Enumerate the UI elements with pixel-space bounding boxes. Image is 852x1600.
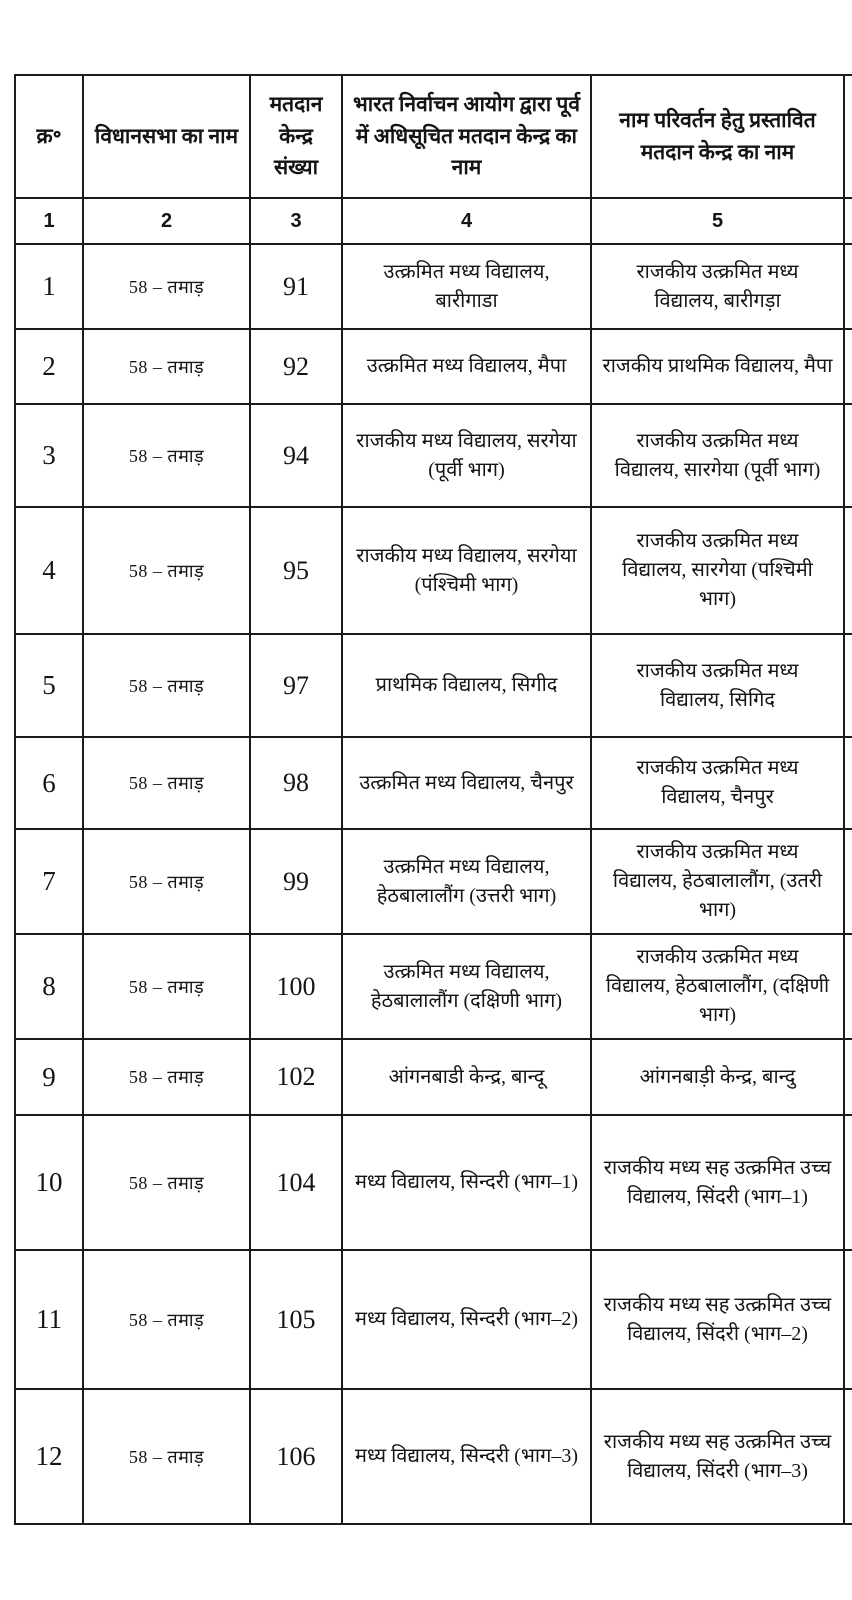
cell-assembly-name: 58 – तमाड़: [83, 507, 250, 634]
cell-cutoff: [844, 1389, 852, 1524]
cell-serial-number: 2: [15, 329, 83, 404]
cell-cutoff: [844, 1250, 852, 1389]
cell-assembly-name: 58 – तमाड़: [83, 934, 250, 1039]
table-row: [15, 634, 852, 737]
cell-cutoff: [844, 507, 852, 634]
cell-ps-number: 105: [250, 1250, 342, 1389]
cell-ps-number: 106: [250, 1389, 342, 1524]
cell-ps-number: 98: [250, 737, 342, 829]
cell-cutoff: [844, 244, 852, 329]
table-row: [15, 1115, 852, 1250]
cell-serial-number: 6: [15, 737, 83, 829]
column-number-cutoff: [844, 198, 852, 244]
column-number-row: [15, 198, 852, 244]
cell-notified-name: उत्क्रमित मध्य विद्यालय, बारीगाडा: [342, 244, 591, 329]
cell-assembly-name: 58 – तमाड़: [83, 1389, 250, 1524]
cell-proposed-name: राजकीय उत्क्रमित मध्य विद्यालय, सिगिद: [591, 634, 844, 737]
cell-cutoff: [844, 329, 852, 404]
polling-stations-table: [14, 74, 852, 1525]
cell-assembly-name: 58 – तमाड़: [83, 1039, 250, 1115]
cell-notified-name: मध्य विद्यालय, सिन्दरी (भाग–3): [342, 1389, 591, 1524]
cell-assembly-name: 58 – तमाड़: [83, 737, 250, 829]
cell-cutoff: [844, 829, 852, 934]
table-body: [15, 244, 852, 1524]
table-row: [15, 737, 852, 829]
table-row: [15, 329, 852, 404]
cell-cutoff: [844, 1039, 852, 1115]
cell-notified-name: आंगनबाडी केन्द्र, बान्दू: [342, 1039, 591, 1115]
column-number: 5: [591, 198, 844, 244]
cell-notified-name: राजकीय मध्य विद्यालय, सरगेया (पंश्चिमी भाग): [342, 507, 591, 634]
cell-notified-name: मध्य विद्यालय, सिन्दरी (भाग–1): [342, 1115, 591, 1250]
cell-ps-number: 92: [250, 329, 342, 404]
table-row: [15, 829, 852, 934]
cell-proposed-name: राजकीय मध्य सह उत्क्रमित उच्च विद्यालय, सिंदरी (भाग–3): [591, 1389, 844, 1524]
cell-ps-number: 102: [250, 1039, 342, 1115]
table-row: [15, 934, 852, 1039]
cell-proposed-name: राजकीय मध्य सह उत्क्रमित उच्च विद्यालय, सिंदरी (भाग–2): [591, 1250, 844, 1389]
cell-notified-name: उत्क्रमित मध्य विद्यालय, मैपा: [342, 329, 591, 404]
col-header-assembly-name: विधानसभा का नाम: [83, 75, 250, 198]
cell-assembly-name: 58 – तमाड़: [83, 404, 250, 507]
table-row: [15, 1039, 852, 1115]
cell-serial-number: 12: [15, 1389, 83, 1524]
cell-proposed-name: राजकीय उत्क्रमित मध्य विद्यालय, हेठबालालौंग, (उतरी भाग): [591, 829, 844, 934]
cell-cutoff: [844, 737, 852, 829]
table-row: [15, 404, 852, 507]
cell-serial-number: 4: [15, 507, 83, 634]
cell-serial-number: 1: [15, 244, 83, 329]
cell-proposed-name: राजकीय उत्क्रमित मध्य विद्यालय, सारगेया (पूर्वी भाग): [591, 404, 844, 507]
column-number: 2: [83, 198, 250, 244]
cell-proposed-name: राजकीय मध्य सह उत्क्रमित उच्च विद्यालय, सिंदरी (भाग–1): [591, 1115, 844, 1250]
cell-proposed-name: राजकीय उत्क्रमित मध्य विद्यालय, सारगेया (पश्चिमी भाग): [591, 507, 844, 634]
table-row: [15, 1250, 852, 1389]
col-header-cutoff: [844, 75, 852, 198]
cell-proposed-name: आंगनबाड़ी केन्द्र, बान्दु: [591, 1039, 844, 1115]
cell-serial-number: 7: [15, 829, 83, 934]
cell-proposed-name: राजकीय प्राथमिक विद्यालय, मैपा: [591, 329, 844, 404]
cell-ps-number: 95: [250, 507, 342, 634]
cell-assembly-name: 58 – तमाड़: [83, 244, 250, 329]
cell-assembly-name: 58 – तमाड़: [83, 634, 250, 737]
cell-notified-name: मध्य विद्यालय, सिन्दरी (भाग–2): [342, 1250, 591, 1389]
cell-serial-number: 9: [15, 1039, 83, 1115]
col-header-ps-number: मतदान केन्द्र संख्या: [250, 75, 342, 198]
cell-notified-name: प्राथमिक विद्यालय, सिगीद: [342, 634, 591, 737]
table-row: [15, 1389, 852, 1524]
cell-cutoff: [844, 934, 852, 1039]
cell-ps-number: 100: [250, 934, 342, 1039]
cell-notified-name: राजकीय मध्य विद्यालय, सरगेया (पूर्वी भाग): [342, 404, 591, 507]
cell-notified-name: उत्क्रमित मध्य विद्यालय, हेठबालालौंग (दक्षिणी भाग): [342, 934, 591, 1039]
cell-serial-number: 8: [15, 934, 83, 1039]
cell-ps-number: 97: [250, 634, 342, 737]
cell-notified-name: उत्क्रमित मध्य विद्यालय, हेठबालालौंग (उत्तरी भाग): [342, 829, 591, 934]
cell-ps-number: 91: [250, 244, 342, 329]
table-row: [15, 244, 852, 329]
cell-proposed-name: राजकीय उत्क्रमित मध्य विद्यालय, चैनपुर: [591, 737, 844, 829]
cell-assembly-name: 58 – तमाड़: [83, 1250, 250, 1389]
cell-cutoff: [844, 1115, 852, 1250]
col-header-notified-name: भारत निर्वाचन आयोग द्वारा पूर्व में अधिसूचित मतदान केन्द्र का नाम: [342, 75, 591, 198]
cell-ps-number: 99: [250, 829, 342, 934]
cell-ps-number: 94: [250, 404, 342, 507]
cell-cutoff: [844, 404, 852, 507]
cell-proposed-name: राजकीय उत्क्रमित मध्य विद्यालय, बारीगड़ा: [591, 244, 844, 329]
cell-serial-number: 3: [15, 404, 83, 507]
cell-serial-number: 11: [15, 1250, 83, 1389]
cell-serial-number: 10: [15, 1115, 83, 1250]
cell-ps-number: 104: [250, 1115, 342, 1250]
cell-proposed-name: राजकीय उत्क्रमित मध्य विद्यालय, हेठबालालौंग, (दक्षिणी भाग): [591, 934, 844, 1039]
col-header-proposed-name: नाम परिवर्तन हेतु प्रस्तावित मतदान केन्द्र का नाम: [591, 75, 844, 198]
cell-notified-name: उत्क्रमित मध्य विद्यालय, चैनपुर: [342, 737, 591, 829]
table-row: [15, 507, 852, 634]
column-number: 3: [250, 198, 342, 244]
cell-serial-number: 5: [15, 634, 83, 737]
table-header-row: [15, 75, 852, 198]
col-header-serial: क्र॰: [15, 75, 83, 198]
cell-assembly-name: 58 – तमाड़: [83, 829, 250, 934]
cell-cutoff: [844, 634, 852, 737]
column-number: 1: [15, 198, 83, 244]
cell-assembly-name: 58 – तमाड़: [83, 1115, 250, 1250]
cell-assembly-name: 58 – तमाड़: [83, 329, 250, 404]
column-number: 4: [342, 198, 591, 244]
